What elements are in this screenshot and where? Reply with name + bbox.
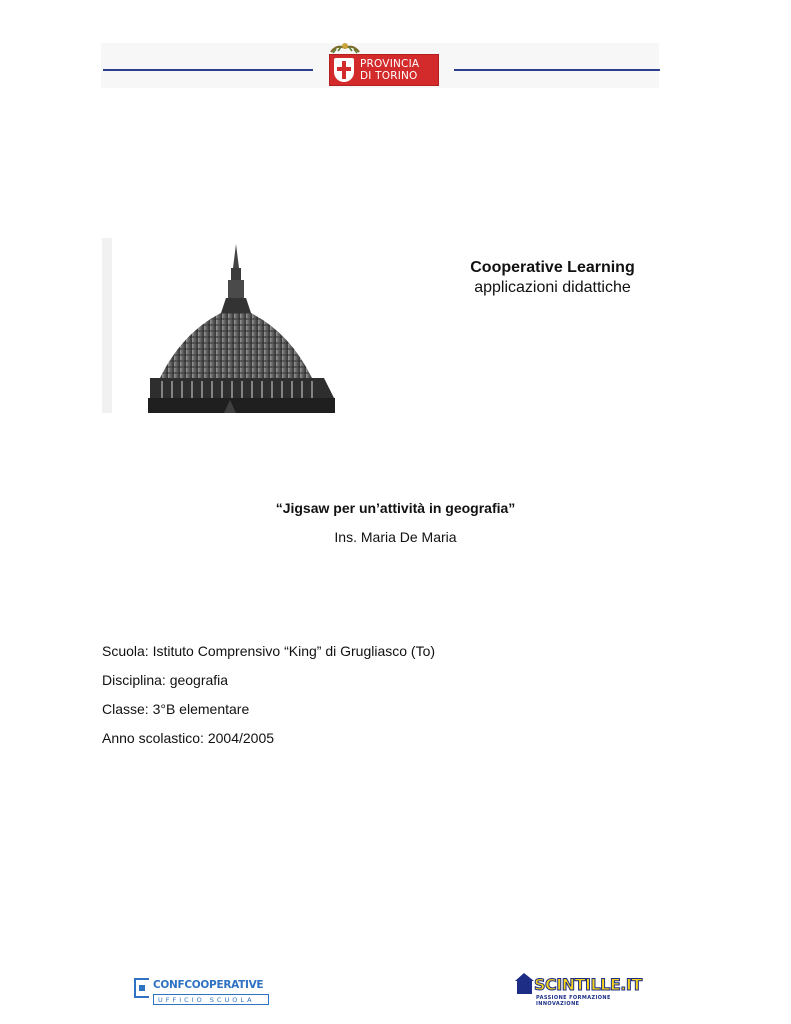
confcooperative-name: CONFCOOPERATIVE <box>153 979 264 991</box>
title-block <box>440 258 665 298</box>
house-icon <box>517 980 532 994</box>
school-line: Scuola: Istituto Comprensivo “King” di Grugliasco (To) <box>102 643 436 659</box>
class-line: Classe: 3°B elementare <box>102 701 250 717</box>
mole-antonelliana-photo <box>102 238 335 413</box>
provincia-logo-box <box>329 54 439 86</box>
logo-line-2: DI TORINO <box>360 70 418 82</box>
logo-line-1: PROVINCIA <box>360 58 420 70</box>
scintille-tagline: PASSIONE FORMAZIONE INNOVAZIONE <box>536 995 611 1007</box>
header-rule-right <box>454 69 660 71</box>
teacher-name: Ins. Maria De Maria <box>334 529 457 545</box>
info-block <box>102 643 435 759</box>
header-rule-left <box>103 69 313 71</box>
confcooperative-subtitle: UFFICIO SCUOLA <box>153 994 269 1005</box>
provincia-torino-logo <box>322 42 440 88</box>
scintille-logo <box>517 974 643 1007</box>
document-subtitle: applicazioni didattiche <box>474 279 631 296</box>
shield-icon <box>334 58 354 82</box>
year-line: Anno scolastico: 2004/2005 <box>102 730 275 746</box>
scintille-name: SCINTILLE.IT <box>534 975 642 994</box>
confcooperative-mark-icon <box>134 978 149 998</box>
confcooperative-logo <box>131 975 271 1015</box>
document-title: Cooperative Learning <box>470 259 635 276</box>
subject-line: Disciplina: geografia <box>102 672 229 688</box>
provincia-logo-text <box>360 58 438 82</box>
activity-title: “Jigsaw per un’attività in geografia” <box>275 500 516 516</box>
